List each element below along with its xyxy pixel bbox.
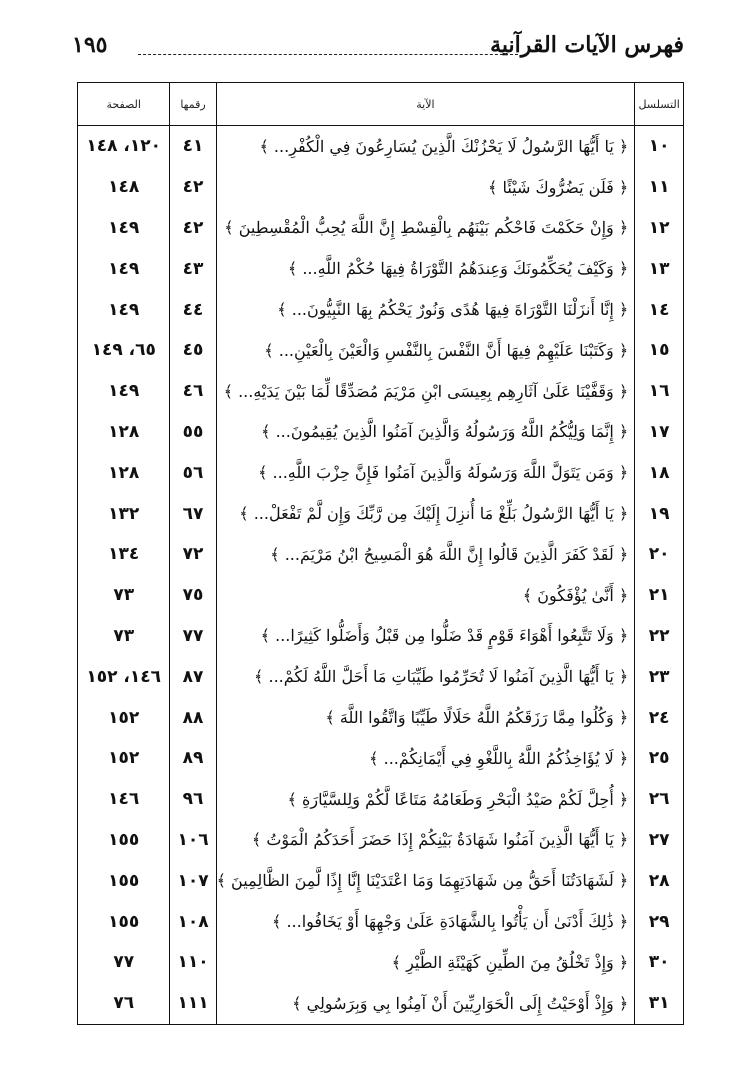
verse-cell: ﴿ أَنَّىٰ يُؤْفَكُونَ ﴾	[216, 575, 635, 616]
page-number: ١٩٥	[72, 32, 108, 58]
verse-number-cell: ٦٧	[170, 493, 216, 534]
page-cell: ١٢٨	[108, 421, 140, 442]
serial-cell: ٢٧	[635, 820, 684, 861]
table-row	[78, 371, 684, 412]
table-row	[78, 983, 684, 1024]
verse-cell: ﴿ إِنَّا أَنزَلْنَا التَّوْرَاةَ فِيهَا هُدًى وَنُورٌ يَحْكُمُ بِهَا النَّبِيُّونَ... ﴾	[216, 289, 635, 330]
verse-number-cell: ٧٥	[170, 575, 216, 616]
verse-cell: ﴿ وَإِذْ تَخْلُقُ مِنَ الطِّينِ كَهَيْئَةِ الطَّيْرِ ﴾	[216, 942, 635, 983]
serial-cell: ١٨	[635, 452, 684, 493]
serial-cell: ٢٨	[635, 860, 684, 901]
table-row	[78, 656, 684, 697]
table-row	[78, 248, 684, 289]
verse-cell: ﴿ فَلَن يَضُرُّوكَ شَيْئًا ﴾	[216, 167, 635, 208]
page-cell: ١٥٥	[108, 870, 140, 891]
table-body	[78, 126, 684, 1025]
verse-index-table	[77, 82, 684, 1025]
serial-cell: ٢٥	[635, 738, 684, 779]
serial-cell: ٢٠	[635, 534, 684, 575]
serial-cell: ٢١	[635, 575, 684, 616]
serial-cell: ٢٢	[635, 616, 684, 657]
verse-cell: ﴿ لَقَدْ كَفَرَ الَّذِينَ قَالُوا إِنَّ اللَّهَ هُوَ الْمَسِيحُ ابْنُ مَرْيَمَ... ﴾	[216, 534, 635, 575]
table-row	[78, 208, 684, 249]
serial-cell: ٢٦	[635, 779, 684, 820]
verse-cell: ﴿ يَا أَيُّهَا الَّذِينَ آمَنُوا لَا تُحَرِّمُوا طَيِّبَاتِ مَا أَحَلَّ اللَّهُ لَكُمْ... ﴾	[216, 656, 635, 697]
column-header-number: رقمها	[170, 83, 216, 126]
page-cell: ١٢٨	[108, 462, 140, 483]
column-header-serial: التسلسل	[635, 83, 684, 126]
verse-number-cell: ٥٥	[170, 412, 216, 453]
verse-cell: ﴿ وَقَفَّيْنَا عَلَىٰ آثَارِهِم بِعِيسَى ابْنِ مَرْيَمَ مُصَدِّقًا لِّمَا بَيْنَ يَدَيْهِ... ﴾	[216, 371, 635, 412]
verse-number-cell: ٤٢	[170, 167, 216, 208]
page-cell: ١٣٢	[108, 503, 140, 524]
verse-number-cell: ١٠٦	[170, 820, 216, 861]
page-cell: ١٤٩	[108, 217, 140, 238]
table-row	[78, 412, 684, 453]
verse-number-cell: ٤١	[170, 126, 216, 167]
serial-cell: ١٤	[635, 289, 684, 330]
table-row	[78, 452, 684, 493]
table-row	[78, 860, 684, 901]
page-cell: ١٢٠، ١٤٨	[86, 136, 162, 157]
verse-number-cell: ١١١	[170, 983, 216, 1024]
verse-number-cell: ٨٩	[170, 738, 216, 779]
serial-cell: ١٥	[635, 330, 684, 371]
verse-number-cell: ٨٨	[170, 697, 216, 738]
serial-cell: ٣١	[635, 983, 684, 1024]
verse-cell: ﴿ وَإِنْ حَكَمْتَ فَاحْكُم بَيْنَهُم بِالْقِسْطِ إِنَّ اللَّهَ يُحِبُّ الْمُقْسِطِينَ ﴾	[216, 208, 635, 249]
page-cell: ١٥٢	[108, 748, 140, 769]
verse-cell: ﴿ وَمَن يَتَوَلَّ اللَّهَ وَرَسُولَهُ وَالَّذِينَ آمَنُوا فَإِنَّ حِزْبَ اللَّهِ... ﴾	[216, 452, 635, 493]
serial-cell: ٢٣	[635, 656, 684, 697]
page-cell: ٧٦	[113, 993, 135, 1014]
verse-number-cell: ٤٣	[170, 248, 216, 289]
page-cell: ٧٣	[113, 625, 135, 646]
verse-number-cell: ١٠٧	[170, 860, 216, 901]
header-title: فهرس الآيات القرآنية	[490, 32, 684, 58]
serial-cell: ١١	[635, 167, 684, 208]
page-cell: ١٤٩	[108, 258, 140, 279]
page-cell: ١٤٨	[108, 177, 140, 198]
table-row	[78, 330, 684, 371]
verse-cell: ﴿ إِنَّمَا وَلِيُّكُمُ اللَّهُ وَرَسُولُهُ وَالَّذِينَ آمَنُوا الَّذِينَ يُقِيمُونَ... ﴾	[216, 412, 635, 453]
serial-cell: ٢٩	[635, 901, 684, 942]
table-row	[78, 942, 684, 983]
table-row	[78, 779, 684, 820]
verse-cell: ﴿ وَإِذْ أَوْحَيْتُ إِلَى الْحَوَارِيِّينَ أَنْ آمِنُوا بِي وَبِرَسُولِي ﴾	[216, 983, 635, 1024]
table-row	[78, 493, 684, 534]
verse-number-cell: ١١٠	[170, 942, 216, 983]
table-row	[78, 697, 684, 738]
table-header-row	[78, 83, 684, 126]
verse-cell: ﴿ لَشَهَادَتُنَا أَحَقُّ مِن شَهَادَتِهِمَا وَمَا اعْتَدَيْنَا إِنَّا إِذًا لَّمِنَ الظَّالِمِينَ ﴾	[216, 860, 635, 901]
verse-cell: ﴿ وَلَا تَتَّبِعُوا أَهْوَاءَ قَوْمٍ قَدْ ضَلُّوا مِن قَبْلُ وَأَضَلُّوا كَثِيرًا... ﴾	[216, 616, 635, 657]
verse-cell: ﴿ لَا يُؤَاخِذُكُمُ اللَّهُ بِاللَّغْوِ فِي أَيْمَانِكُمْ... ﴾	[216, 738, 635, 779]
table-row	[78, 575, 684, 616]
header-rule	[138, 54, 518, 55]
page-cell: ١٣٤	[108, 544, 140, 565]
verse-cell: ﴿ ذَٰلِكَ أَدْنَىٰ أَن يَأْتُوا بِالشَّهَادَةِ عَلَىٰ وَجْهِهَا أَوْ يَخَافُوا... ﴾	[216, 901, 635, 942]
serial-cell: ٢٤	[635, 697, 684, 738]
page-cell: ١٥٥	[108, 911, 140, 932]
page-cell: ١٤٩	[108, 299, 140, 320]
verse-cell: ﴿ وَكَتَبْنَا عَلَيْهِمْ فِيهَا أَنَّ النَّفْسَ بِالنَّفْسِ وَالْعَيْنَ بِالْعَيْنِ... ﴾	[216, 330, 635, 371]
serial-cell: ١٦	[635, 371, 684, 412]
column-header-verse: الآية	[216, 83, 635, 126]
page-cell: ٧٣	[113, 585, 135, 606]
table-row	[78, 738, 684, 779]
verse-cell: ﴿ يَا أَيُّهَا الَّذِينَ آمَنُوا شَهَادَةُ بَيْنِكُمْ إِذَا حَضَرَ أَحَدَكُمُ الْمَوْتُ ﴾	[216, 820, 635, 861]
verse-number-cell: ٩٦	[170, 779, 216, 820]
verse-number-cell: ١٠٨	[170, 901, 216, 942]
table-row	[78, 126, 684, 167]
page-cell: ١٤٦، ١٥٢	[86, 666, 162, 687]
verse-number-cell: ٧٢	[170, 534, 216, 575]
verse-cell: ﴿ وَكُلُوا مِمَّا رَزَقَكُمُ اللَّهُ حَلَالًا طَيِّبًا وَاتَّقُوا اللَّهَ ﴾	[216, 697, 635, 738]
page-cell: ١٤٩	[108, 381, 140, 402]
verse-cell: ﴿ أُحِلَّ لَكُمْ صَيْدُ الْبَحْرِ وَطَعَامُهُ مَتَاعًا لَّكُمْ وَلِلسَّيَّارَةِ ﴾	[216, 779, 635, 820]
page-cell: ١٤٦	[108, 789, 140, 810]
table-row	[78, 820, 684, 861]
table-row	[78, 167, 684, 208]
verse-number-cell: ٤٢	[170, 208, 216, 249]
serial-cell: ١٠	[635, 126, 684, 167]
verse-cell: ﴿ يَا أَيُّهَا الرَّسُولُ بَلِّغْ مَا أُنزِلَ إِلَيْكَ مِن رَّبِّكَ وَإِن لَّمْ تَفْعَلْ... ﴾	[216, 493, 635, 534]
verse-number-cell: ٧٧	[170, 616, 216, 657]
verse-number-cell: ٤٤	[170, 289, 216, 330]
page-cell: ١٥٢	[108, 707, 140, 728]
serial-cell: ١٧	[635, 412, 684, 453]
verse-number-cell: ٨٧	[170, 656, 216, 697]
verse-number-cell: ٥٦	[170, 452, 216, 493]
serial-cell: ١٣	[635, 248, 684, 289]
table-row	[78, 616, 684, 657]
serial-cell: ١٢	[635, 208, 684, 249]
verse-number-cell: ٤٥	[170, 330, 216, 371]
table-row	[78, 534, 684, 575]
table-row	[78, 901, 684, 942]
page-cell: ٦٥، ١٤٩	[91, 340, 156, 361]
verse-cell: ﴿ يَا أَيُّهَا الرَّسُولُ لَا يَحْزُنْكَ الَّذِينَ يُسَارِعُونَ فِي الْكُفْرِ... ﴾	[216, 126, 635, 167]
page-header	[72, 26, 684, 72]
page-cell: ٧٧	[113, 952, 135, 973]
table-row	[78, 289, 684, 330]
verse-number-cell: ٤٦	[170, 371, 216, 412]
serial-cell: ٣٠	[635, 942, 684, 983]
verse-cell: ﴿ وَكَيْفَ يُحَكِّمُونَكَ وَعِندَهُمُ التَّوْرَاةُ فِيهَا حُكْمُ اللَّهِ... ﴾	[216, 248, 635, 289]
page-cell: ١٥٥	[108, 829, 140, 850]
column-header-page: الصفحة	[78, 83, 170, 126]
serial-cell: ١٩	[635, 493, 684, 534]
